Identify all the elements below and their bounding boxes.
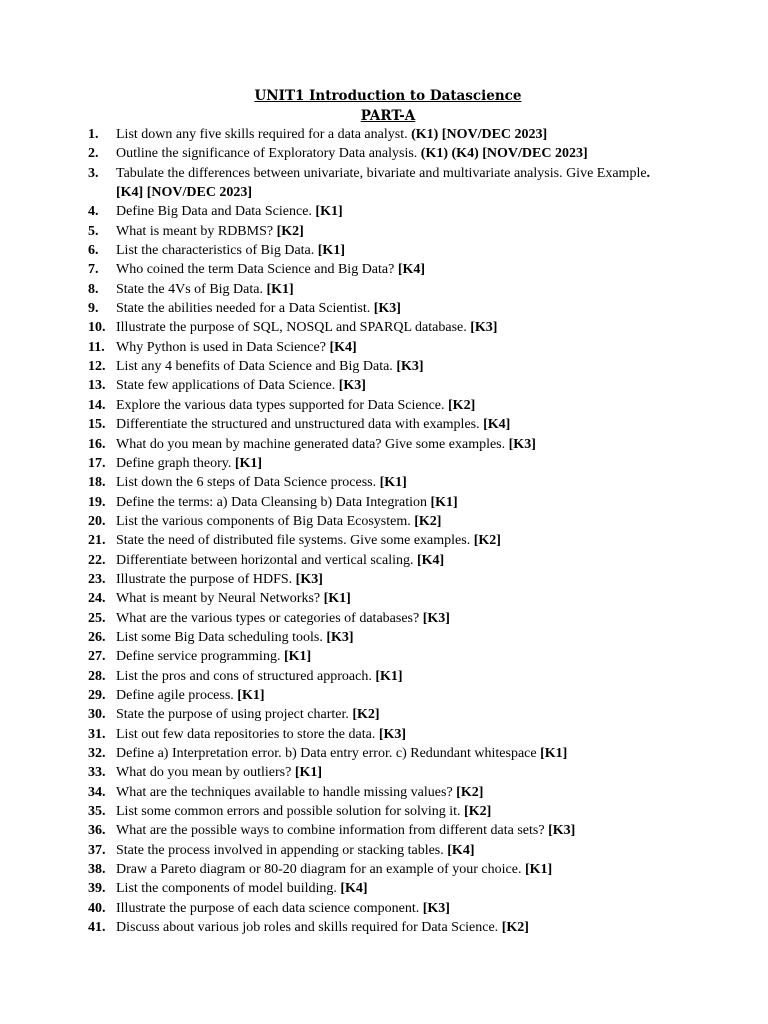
- question-item: [88, 280, 688, 299]
- question-text: List the components of model building.: [116, 881, 337, 897]
- question-text: List out few data repositories to store the data.: [116, 726, 376, 742]
- question-item: [88, 222, 688, 241]
- question-text: State the process involved in appending or stacking tables.: [116, 842, 444, 858]
- question-text: List the characteristics of Big Data.: [116, 243, 315, 259]
- question-number: 15.: [88, 417, 106, 433]
- question-text: What is meant by Neural Networks?: [116, 591, 321, 607]
- knowledge-level-tag: (K1) (K4) [NOV/DEC 2023]: [417, 146, 588, 162]
- question-number: 17.: [88, 455, 106, 471]
- knowledge-level-tag: [K2]: [273, 223, 304, 239]
- knowledge-level-tag: [K3]: [335, 378, 366, 394]
- question-number: 8.: [88, 281, 99, 297]
- question-text: State the need of distributed file systems. Give some examples.: [116, 533, 471, 549]
- question-item: [88, 763, 688, 782]
- question-text: List down the 6 steps of Data Science process.: [116, 475, 377, 491]
- question-number: 4.: [88, 204, 99, 220]
- question-item: [88, 318, 688, 337]
- question-number: 19.: [88, 494, 106, 510]
- question-item: [88, 299, 688, 318]
- question-number: 7.: [88, 262, 99, 278]
- question-text: What do you mean by machine generated data? Give some examples.: [116, 436, 506, 452]
- question-number: 2.: [88, 146, 99, 162]
- knowledge-level-tag: [K1]: [371, 668, 403, 684]
- question-item: [88, 609, 688, 628]
- question-text: Tabulate the differences between univariate, bivariate and multivariate analysis. Give Example: [116, 165, 647, 181]
- question-text: List any 4 benefits of Data Science and Big Data.: [116, 359, 393, 375]
- question-item: [88, 376, 688, 395]
- question-text: Illustrate the purpose of HDFS.: [116, 571, 293, 587]
- knowledge-level-tag: [K3]: [419, 610, 450, 626]
- question-number: 40.: [88, 900, 106, 916]
- question-number: 26.: [88, 629, 106, 645]
- question-text: Explore the various data types supported for Data Science.: [116, 397, 445, 413]
- question-number: 21.: [88, 533, 106, 549]
- knowledge-level-tag: [K1]: [376, 475, 407, 491]
- question-number: 35.: [88, 804, 106, 820]
- question-text: Discuss about various job roles and skills required for Data Science.: [116, 920, 499, 936]
- knowledge-level-tag: (K1) [NOV/DEC 2023]: [407, 127, 548, 142]
- question-item: [88, 241, 688, 260]
- question-text: Illustrate the purpose of each data science component.: [116, 900, 420, 916]
- question-text: List the various components of Big Data Ecosystem.: [116, 513, 411, 529]
- question-item: [88, 531, 688, 550]
- question-text: List some common errors and possible solution for solving it.: [116, 804, 461, 820]
- knowledge-level-tag: [K2]: [460, 804, 492, 820]
- knowledge-level-tag: [K1]: [291, 765, 323, 781]
- part-heading: PART-A: [360, 108, 416, 124]
- knowledge-level-tag: [K3]: [392, 359, 424, 375]
- knowledge-level-tag: [K1]: [262, 281, 294, 297]
- question-text: List the pros and cons of structured approach.: [116, 668, 372, 684]
- knowledge-level-tag: [K4]: [479, 417, 511, 433]
- knowledge-level-tag: [K2]: [452, 784, 484, 800]
- question-number: 12.: [88, 359, 106, 375]
- question-number: 36.: [88, 823, 106, 839]
- knowledge-level-tag: [K1]: [280, 649, 312, 665]
- question-text: Define the terms: a) Data Cleansing b) Data Integration: [116, 494, 427, 510]
- question-text: State the abilities needed for a Data Scientist.: [116, 301, 371, 317]
- knowledge-level-tag: [K4]: [413, 552, 445, 568]
- knowledge-level-tag: [K3]: [419, 900, 450, 916]
- question-text: State the 4Vs of Big Data.: [116, 281, 263, 297]
- question-item: [88, 493, 688, 512]
- knowledge-level-tag: [K1]: [427, 494, 458, 510]
- unit-title: UNIT1 Introduction to Datascience: [254, 88, 522, 104]
- knowledge-level-tag: [K2]: [410, 513, 442, 529]
- question-item: [88, 841, 688, 860]
- knowledge-level-tag: [K2]: [348, 707, 380, 723]
- question-text: State the purpose of using project charter.: [116, 707, 349, 723]
- question-number: 1.: [88, 127, 99, 142]
- question-number: 34.: [88, 784, 106, 800]
- question-number: 20.: [88, 513, 106, 529]
- question-number: 6.: [88, 243, 99, 259]
- knowledge-level-tag: [K1]: [536, 746, 568, 761]
- question-text: What are the various types or categories of databases?: [116, 610, 420, 626]
- question-item: [88, 705, 688, 724]
- question-item: [88, 879, 688, 898]
- question-text: List down any five skills required for a data analyst.: [116, 127, 408, 142]
- question-text: Differentiate the structured and unstructured data with examples.: [116, 417, 480, 433]
- question-number: 5.: [88, 223, 99, 239]
- question-item: [88, 144, 688, 163]
- knowledge-level-tag: [K3]: [544, 823, 576, 839]
- question-text: What are the possible ways to combine information from different data sets?: [116, 823, 545, 839]
- question-number: 22.: [88, 552, 106, 568]
- question-item: [88, 202, 688, 221]
- question-item: [88, 899, 688, 918]
- question-item: [88, 570, 688, 589]
- question-item: [88, 473, 688, 492]
- question-text: Outline the significance of Exploratory Data analysis.: [116, 146, 418, 162]
- knowledge-level-tag: . [K4] [NOV/DEC 2023]: [116, 165, 651, 201]
- question-text: Define agile process.: [116, 687, 234, 703]
- question-text: Differentiate between horizontal and vertical scaling.: [116, 552, 414, 568]
- knowledge-level-tag: [K4]: [443, 842, 475, 858]
- question-number: 14.: [88, 397, 106, 413]
- question-item: [88, 415, 688, 434]
- question-item: [88, 667, 688, 686]
- question-number: 13.: [88, 378, 106, 394]
- question-item: [88, 512, 688, 531]
- question-item: [88, 260, 688, 279]
- question-text: Why Python is used in Data Science?: [116, 339, 326, 355]
- question-text: What is meant by RDBMS?: [116, 223, 274, 239]
- question-number: 32.: [88, 746, 106, 761]
- question-number: 28.: [88, 668, 106, 684]
- knowledge-level-tag: [K3]: [292, 571, 323, 587]
- question-number: 31.: [88, 726, 106, 742]
- question-number: 25.: [88, 610, 106, 626]
- question-number: 37.: [88, 842, 106, 858]
- question-number: 23.: [88, 571, 106, 587]
- question-item: [88, 164, 661, 203]
- question-number: 3.: [88, 165, 99, 181]
- knowledge-level-tag: [K3]: [370, 301, 401, 317]
- knowledge-level-tag: [K1]: [320, 591, 351, 607]
- question-item: [88, 589, 688, 608]
- question-number: 16.: [88, 436, 106, 452]
- question-item: [88, 686, 688, 705]
- question-item: [88, 725, 688, 744]
- knowledge-level-tag: [K4]: [394, 262, 426, 278]
- knowledge-level-tag: [K1]: [231, 455, 263, 471]
- knowledge-level-tag: [K1]: [311, 204, 343, 220]
- question-item: [88, 551, 688, 570]
- question-number: 33.: [88, 765, 106, 781]
- question-number: 24.: [88, 591, 106, 607]
- question-number: 39.: [88, 881, 106, 897]
- question-text: Illustrate the purpose of SQL, NOSQL and SPARQL database.: [116, 320, 467, 336]
- knowledge-level-tag: [K1]: [314, 243, 345, 259]
- question-text: What are the techniques available to handle missing values?: [116, 784, 453, 800]
- question-item: [88, 744, 688, 763]
- question-text: Draw a Pareto diagram or 80-20 diagram for an example of your choice.: [116, 862, 522, 878]
- question-number: 11.: [88, 339, 105, 355]
- question-item: [88, 647, 688, 666]
- question-item: [88, 125, 688, 144]
- question-item: [88, 435, 688, 454]
- question-item: [88, 802, 688, 821]
- knowledge-level-tag: [K4]: [336, 881, 368, 897]
- knowledge-level-tag: [K3]: [322, 629, 354, 645]
- knowledge-level-tag: [K2]: [470, 533, 501, 549]
- question-text: Who coined the term Data Science and Big Data?: [116, 262, 395, 278]
- knowledge-level-tag: [K3]: [505, 436, 536, 452]
- knowledge-level-tag: [K1]: [233, 687, 265, 703]
- question-item: [88, 338, 688, 357]
- question-item: [88, 628, 688, 647]
- knowledge-level-tag: [K2]: [498, 920, 529, 936]
- question-number: 41.: [88, 920, 106, 936]
- question-text: List some Big Data scheduling tools.: [116, 629, 323, 645]
- question-text: Define a) Interpretation error. b) Data entry error. c) Redundant whitespace: [116, 746, 537, 761]
- question-text: Define graph theory.: [116, 455, 232, 471]
- knowledge-level-tag: [K4]: [325, 339, 357, 355]
- question-item: [88, 454, 688, 473]
- question-list: [88, 125, 688, 937]
- question-number: 10.: [88, 320, 106, 336]
- question-number: 38.: [88, 862, 106, 878]
- question-text: State few applications of Data Science.: [116, 378, 336, 394]
- question-item: [88, 357, 688, 376]
- knowledge-level-tag: [K3]: [466, 320, 498, 336]
- knowledge-level-tag: [K2]: [444, 397, 476, 413]
- question-item: [88, 821, 688, 840]
- question-item: [88, 783, 688, 802]
- question-text: Define Big Data and Data Science.: [116, 204, 312, 220]
- question-number: 27.: [88, 649, 106, 665]
- question-number: 30.: [88, 707, 106, 723]
- question-number: 9.: [88, 301, 99, 317]
- question-item: [88, 918, 688, 937]
- question-text: What do you mean by outliers?: [116, 765, 292, 781]
- question-number: 18.: [88, 475, 106, 491]
- question-item: [88, 396, 688, 415]
- knowledge-level-tag: [K1]: [521, 862, 553, 878]
- question-number: 29.: [88, 687, 106, 703]
- knowledge-level-tag: [K3]: [375, 726, 407, 742]
- question-item: [88, 860, 688, 879]
- question-text: Define service programming.: [116, 649, 281, 665]
